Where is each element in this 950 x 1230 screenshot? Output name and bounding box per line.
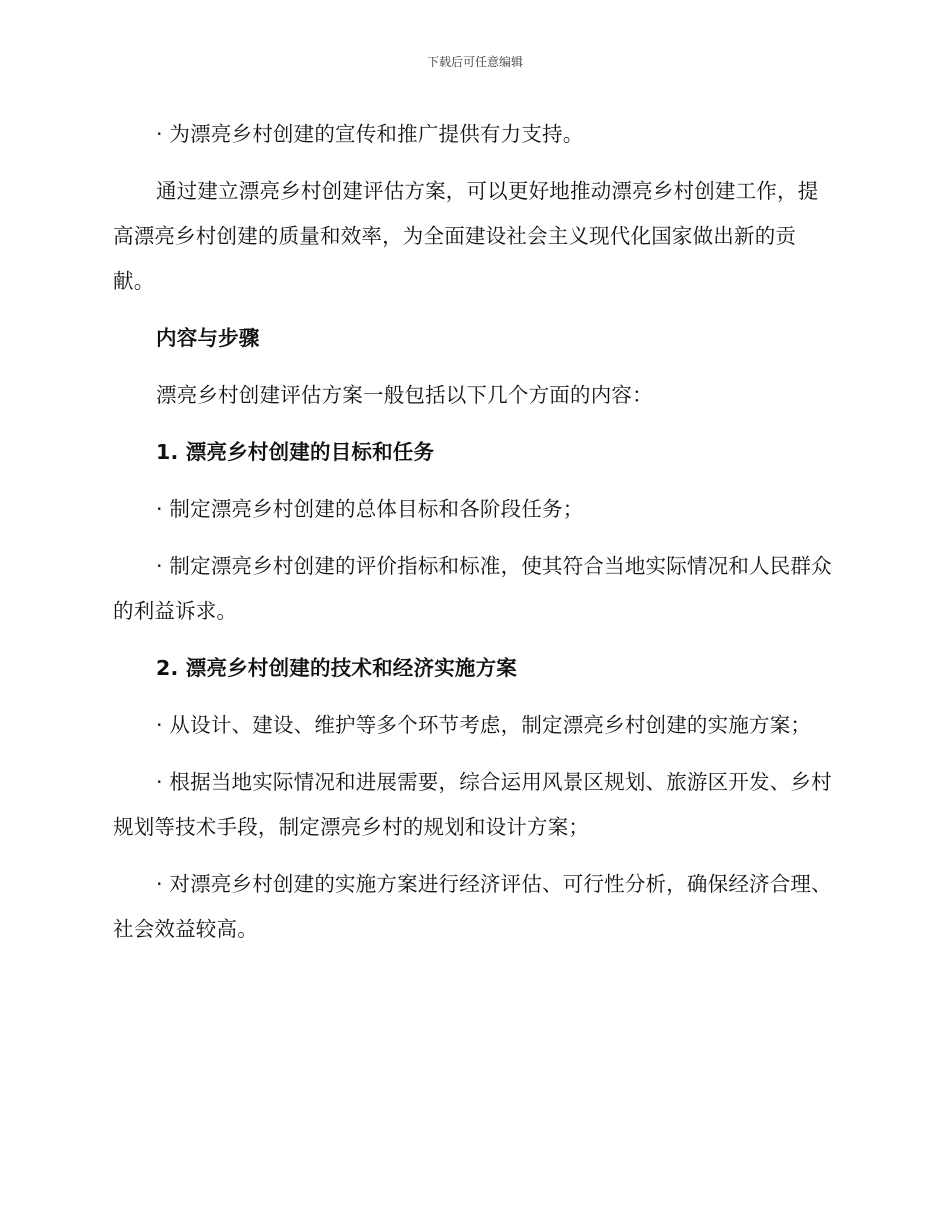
- subsection-heading: 1. 漂亮乡村创建的目标和任务: [156, 440, 435, 464]
- bullet-paragraph: · 制定漂亮乡村创建的总体目标和各阶段任务；: [156, 497, 584, 521]
- body-paragraph: 漂亮乡村创建评估方案一般包括以下几个方面的内容：: [156, 383, 653, 407]
- bullet-paragraph: · 从设计、建设、维护等多个环节考虑，制定漂亮乡村创建的实施方案；: [156, 713, 812, 737]
- bullet-paragraph: · 对漂亮乡村创建的实施方案进行经济评估、可行性分析，确保经济合理、社会效益较高。: [113, 872, 832, 941]
- bullet-paragraph: · 为漂亮乡村创建的宣传和推广提供有力支持。: [156, 122, 584, 146]
- bullet-paragraph: · 根据当地实际情况和进展需要，综合运用风景区规划、旅游区开发、乡村规划等技术手段，制定漂亮乡村的规划和设计方案；: [113, 770, 832, 839]
- bullet-paragraph: · 制定漂亮乡村创建的评价指标和标准，使其符合当地实际情况和人民群众的利益诉求。: [113, 554, 832, 623]
- page-header: 下载后可任意编辑: [426, 55, 523, 69]
- document-body: [113, 112, 833, 964]
- section-heading: 内容与步骤: [156, 326, 260, 350]
- subsection-heading: 2. 漂亮乡村创建的技术和经济实施方案: [156, 656, 517, 680]
- body-paragraph: 通过建立漂亮乡村创建评估方案，可以更好地推动漂亮乡村创建工作，提高漂亮乡村创建的质量和效率，为全面建设社会主义现代化国家做出新的贡献。: [113, 179, 819, 293]
